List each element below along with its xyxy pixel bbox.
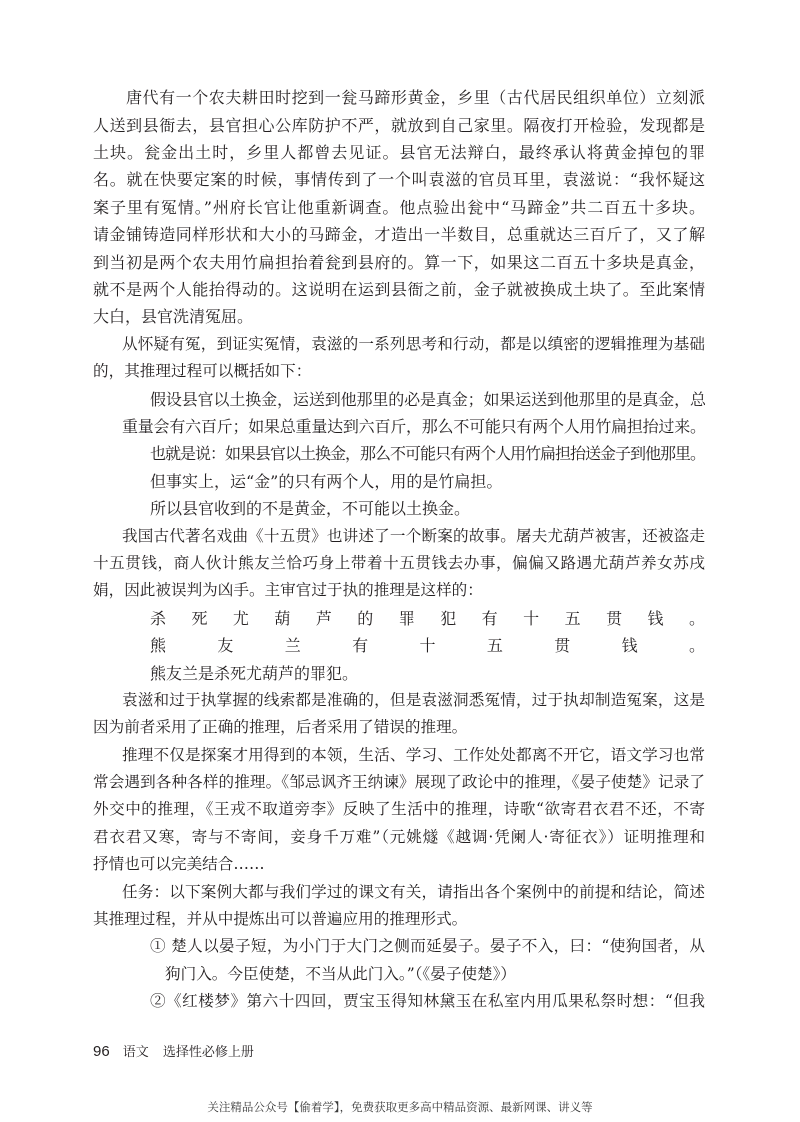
text-line: 所以县官收到的不是黄金，不可能以土换金。 <box>150 499 471 519</box>
text-line: 君衣君又寒，寄与不寄间，妾身千万难”（元姚燧《越调·凭阑人·寄征衣》）证明推理和 <box>93 827 705 846</box>
text-line: 狗门入。今臣使楚，不当从此门入。”（《晏子使楚》） <box>165 964 517 983</box>
comparison-paragraph <box>93 687 705 742</box>
text-line: 熊友兰是杀死尤葫芦的罪犯。 <box>150 663 359 683</box>
text-line: 假设县官以土换金，运送到他那里的必是真金；如果运送到他那里的是真金，总 <box>150 389 705 409</box>
text-line: 任务：以下案例大都与我们学过的课文有关，请指出各个案例中的前提和结论，简述 <box>122 882 705 901</box>
subject-label: 语文 <box>122 1045 149 1060</box>
text-line: ②《红楼梦》第六十四回，贾宝玉得知林黛玉在私室内用瓜果私祭时想：“但我 <box>150 992 705 1011</box>
text-line: 推理不仅是探案才用得到的本领，生活、学习、工作处处都离不开它，语文学习也常 <box>122 745 705 764</box>
text-line: 重量会有六百斤；如果总重量达到六百斤，那么不可能只有两个人用竹扁担抬过来。 <box>122 416 705 436</box>
opera-intro-paragraph <box>93 523 705 605</box>
reasoning-everywhere-paragraph <box>93 742 705 879</box>
text-line: 因为前者采用了正确的推理，后者采用了错误的推理。 <box>93 718 468 737</box>
book-title: 选择性必修上册 <box>162 1045 254 1060</box>
text-line: 从怀疑有冤，到证实冤情，袁滋的一系列思考和行动，都是以缜密的逻辑推理为基础 <box>122 334 705 353</box>
case-item-1 <box>150 933 705 988</box>
text-line: 我国古代著名戏曲《十五贯》也讲述了一个断案的故事。屠夫尤葫芦被害，还被盗走 <box>122 526 705 545</box>
text-line: 十五贯钱，商人伙计熊友兰恰巧身上带着十五贯钱去办事，偏偏又路遇尤葫芦养女苏戌 <box>93 553 705 572</box>
page-number: 96 <box>93 1043 110 1060</box>
text-line: 唐代有一个农夫耕田时挖到一瓮马蹄形黄金，乡里（古代居民组织单位）立刻派 <box>126 88 705 108</box>
text-line: 请金铺铸造同样形状和大小的马蹄金，才造出一半数目，总重就达三百斤了，又了解 <box>93 225 705 245</box>
reasoning-step-premises <box>122 386 705 441</box>
text-line: 熊友兰有十五贯钱。 <box>150 636 705 656</box>
story-paragraph <box>93 84 705 331</box>
text-line: ① 楚人以晏子短，为小门于大门之侧而延晏子。晏子不入，曰：“使狗国者，从 <box>150 937 705 956</box>
analysis-intro-paragraph <box>93 331 705 386</box>
reasoning-step-conclusion <box>122 495 705 522</box>
text-line: 人送到县衙去，县官担心公库防护不严，就放到自己家里。隔夜打开检验，发现都是 <box>93 115 705 135</box>
reasoning-step-summary <box>122 440 705 467</box>
text-line: 土块。瓮金出土时，乡里人都曾去见证。县官无法辩白，最终承认将黄金掉包的罪 <box>93 143 705 163</box>
page-footer <box>93 1040 254 1062</box>
text-line: 杀死尤葫芦的罪犯有十五贯钱。 <box>150 608 705 628</box>
task-paragraph <box>93 879 705 934</box>
text-line: 外交中的推理，《王戎不取道旁李》反映了生活中的推理，诗歌“欲寄君衣君不还，不寄 <box>93 800 705 819</box>
syllogism-block <box>150 605 705 687</box>
page-body <box>93 84 705 1015</box>
case-item-2 <box>150 988 705 1015</box>
text-line: 袁滋和过于执掌握的线索都是准确的，但是袁滋洞悉冤情，过于执却制造冤案，这是 <box>122 690 705 709</box>
text-line: 的，其推理过程可以概括如下： <box>93 362 312 381</box>
text-line: 抒情也可以完美结合…… <box>93 855 265 874</box>
reasoning-step-fact <box>122 468 705 495</box>
text-line: 但事实上，运“金”的只有两个人，用的是竹扁担。 <box>150 471 503 491</box>
text-line: 常会遇到各种各样的推理。《邹忌讽齐王纳谏》展现了政论中的推理，《晏子使楚》记录了 <box>93 773 705 792</box>
text-line: 大白，县官洗清冤屈。 <box>93 307 254 327</box>
text-line: 到当初是两个农夫用竹扁担抬着瓮到县府的。算一下，如果这二百五十多块是真金， <box>93 252 705 272</box>
text-line: 名。就在快要定案的时候，事情传到了一个叫袁滋的官员耳里，袁滋说：“我怀疑这 <box>93 170 705 190</box>
text-line: 其推理过程，并从中提炼出可以普遍应用的推理形式。 <box>93 910 468 929</box>
watermark-text: 关注精品公众号【偷着学】，免费获取更多高中精品资源、最新网课、讲义等 <box>207 1100 593 1114</box>
text-line: 案子里有冤情。”州府长官让他重新调查。他点验出瓮中“马蹄金”共二百五十多块。 <box>93 197 705 217</box>
text-line: 就不是两个人能抬得动的。这说明在运到县衙之前，金子就被换成土块了。至此案情 <box>93 280 705 300</box>
text-line: 也就是说：如果县官以土换金，那么不可能只有两个人用竹扁担抬送金子到他那里。 <box>150 444 706 464</box>
text-line: 娟，因此被误判为凶手。主审官过于执的推理是这样的： <box>93 581 483 600</box>
